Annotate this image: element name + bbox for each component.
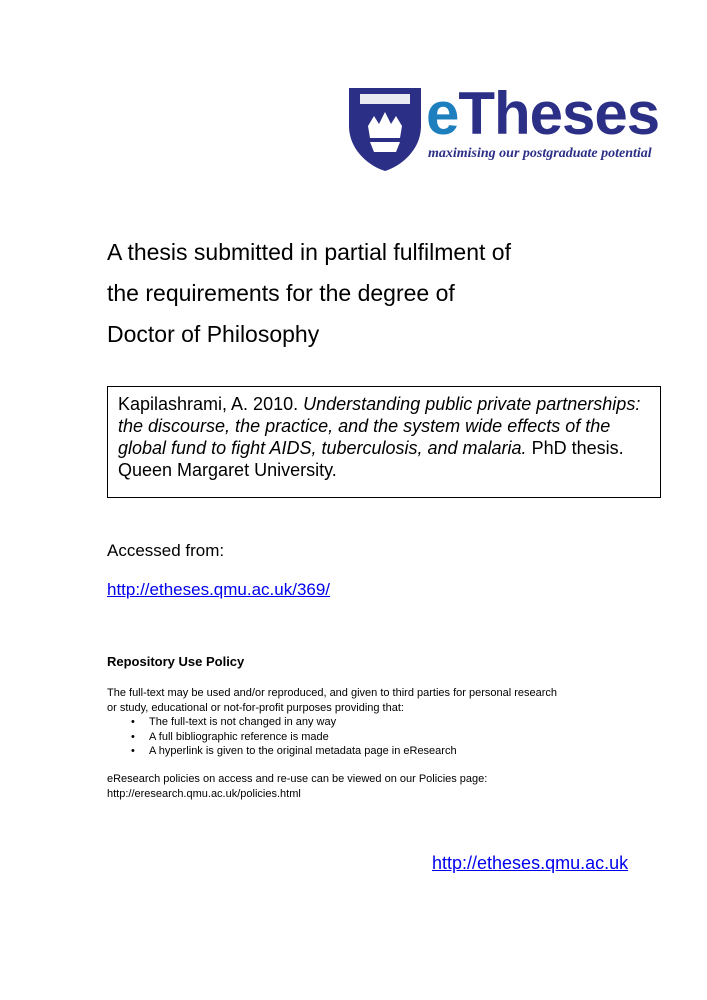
list-item: • A full bibliographic reference is made	[149, 730, 567, 745]
policies-page-url: http://eresearch.qmu.ac.uk/policies.html	[107, 787, 301, 800]
citation-suffix: PhD thesis. Queen Margaret University.	[118, 438, 624, 480]
logo-wordmark	[426, 82, 659, 146]
policy-footer	[107, 772, 567, 801]
policy-body	[107, 686, 567, 759]
shield-icon	[346, 82, 424, 172]
logo-word-theses: Theses	[458, 80, 660, 147]
heading-line-3: Doctor of Philosophy	[107, 321, 320, 347]
policy-title: Repository Use Policy	[107, 654, 245, 669]
citation-box	[107, 386, 661, 498]
etheses-home-link[interactable]: http://etheses.qmu.ac.uk	[432, 853, 629, 873]
citation-title: Understanding public private partnerships: the discourse, the practice, and the system wide effects of the global fund to fight AIDS, tuberculosis, and malaria.	[118, 394, 641, 458]
heading-line-2: the requirements for the degree of	[107, 280, 455, 306]
policy-footer-text: eResearch policies on access and re-use can be viewed on our Policies page:	[107, 773, 488, 785]
list-item: • The full-text is not changed in any way	[149, 715, 567, 730]
thesis-record-link[interactable]: http://etheses.qmu.ac.uk/369/	[107, 580, 331, 599]
list-item: • A hyperlink is given to the original metadata page in eResearch	[149, 744, 567, 759]
heading-line-1: A thesis submitted in partial fulfilment of	[107, 239, 511, 265]
logo-letter-e: e	[426, 80, 459, 147]
etheses-logo	[346, 82, 668, 174]
policy-intro: The full-text may be used and/or reproduced, and given to third parties for personal research or study, educational or not-for-profit purposes providing that:	[107, 687, 558, 714]
logo-tagline: maximising our postgraduate potential	[428, 146, 652, 161]
citation-author-year: Kapilashrami, A. 2010.	[118, 394, 299, 414]
thesis-heading	[107, 232, 511, 355]
accessed-label: Accessed from:	[107, 541, 225, 560]
policy-conditions-list	[107, 715, 567, 759]
